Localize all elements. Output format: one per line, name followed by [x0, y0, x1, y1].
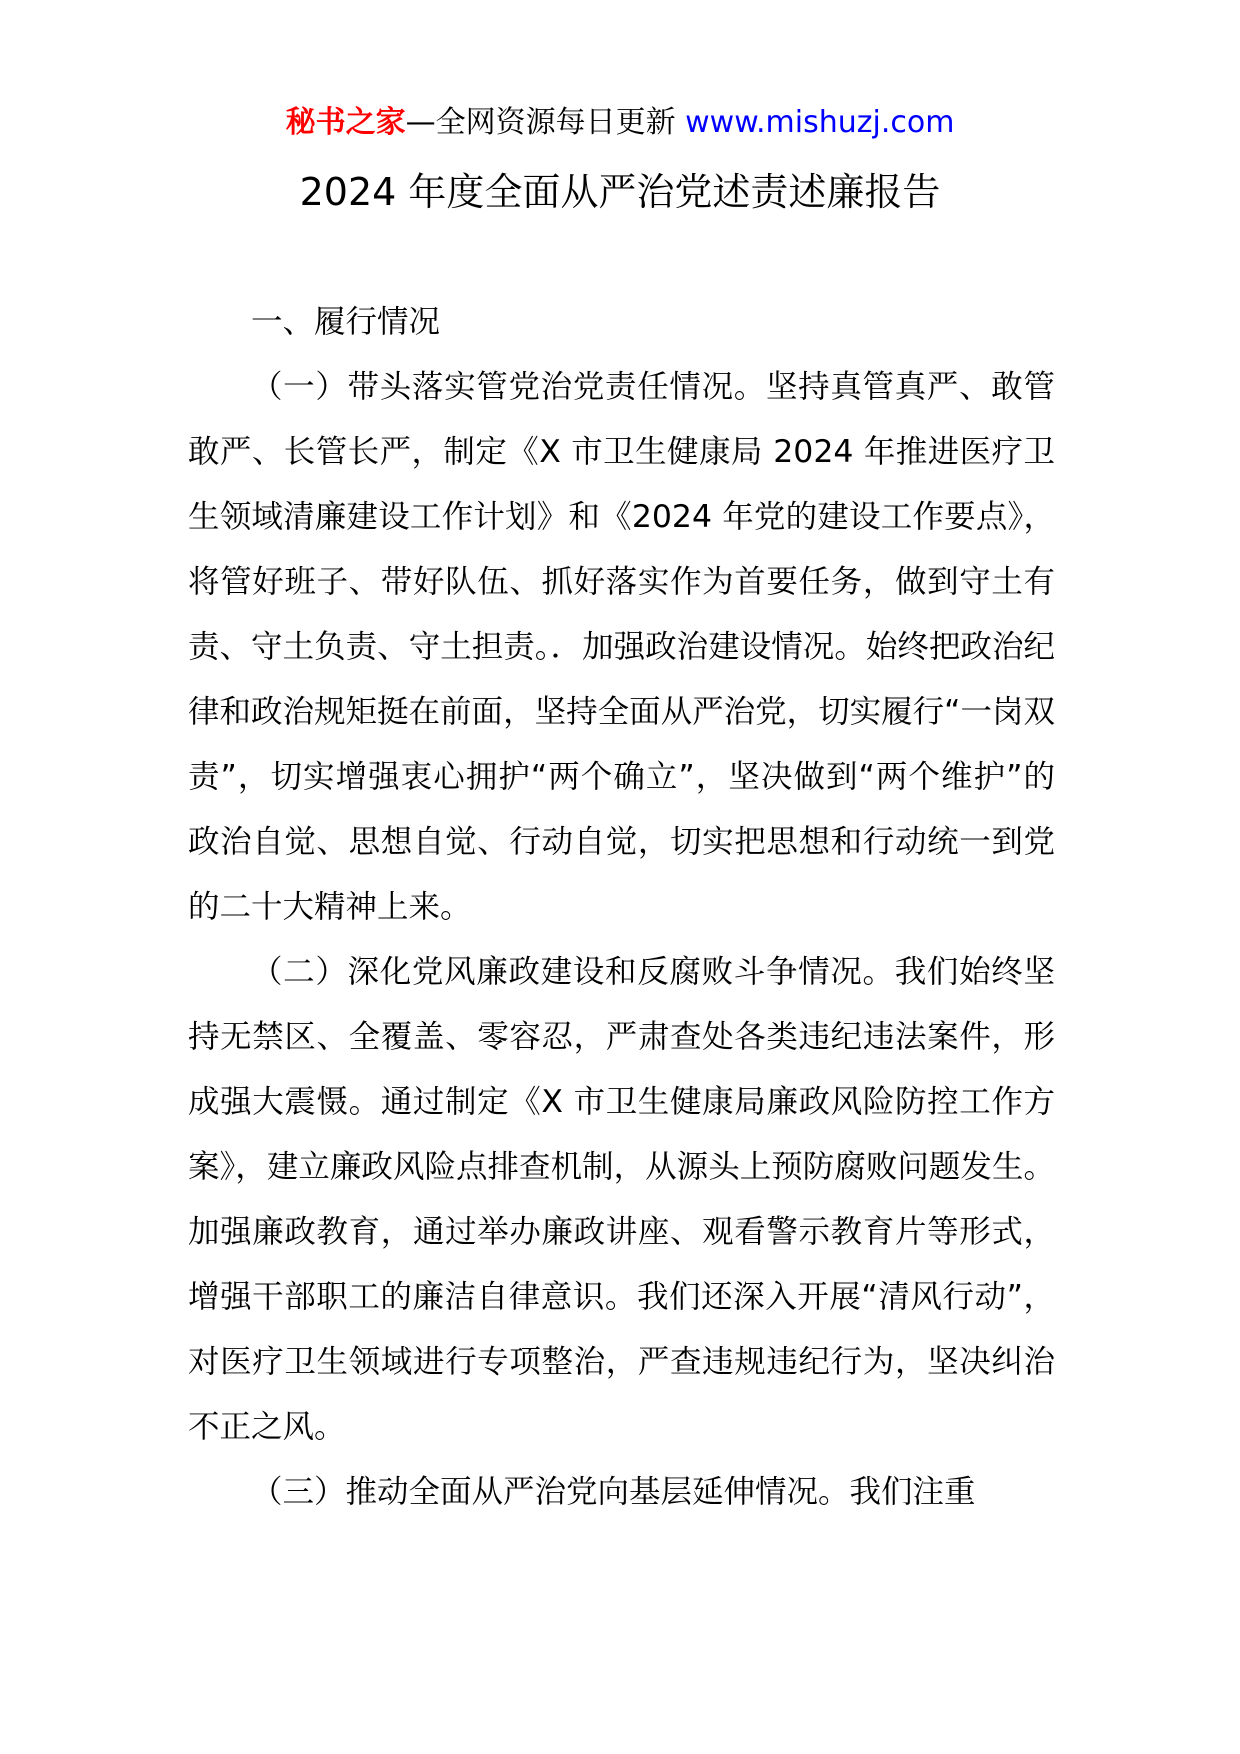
- site-url-link[interactable]: www.mishuzj.com: [685, 105, 955, 140]
- paragraph: （一）带头落实管党治党责任情况。坚持真管真严、敢管敢严、长管长严，制定《X 市卫生健康局 2024 年推进医疗卫生领域清廉建设工作计划》和《2024 年党的建设工作要点》，将管好班子、带好队伍、抓好落实作为首要任务，做到守土有责、守土负责、守土担责。．加强政治建设情况。始终把政治纪律和政治规矩挺在前面，坚持全面从严治党，切实履行“一岗双责”，切实增强衷心拥护“两个确立”，坚决做到“两个维护”的政治自觉、思想自觉、行动自觉，切实把思想和行动统一到党的二十大精神上来。: [188, 369, 1055, 925]
- section-heading: 一、履行情况: [251, 304, 441, 340]
- brand-name: 秘书之家: [285, 105, 406, 140]
- paragraph: （二）深化党风廉政建设和反腐败斗争情况。我们始终坚持无禁区、全覆盖、零容忍，严肃查处各类违纪违法案件，形成强大震慑。通过制定《X 市卫生健康局廉政风险防控工作方案》，建立廉政风险点排查机制，从源头上预防腐败问题发生。加强廉政教育，通过举办廉政讲座、观看警示教育片等形式，增强干部职工的廉洁自律意识。我们还深入开展“清风行动”，对医疗卫生领域进行专项整治，严查违规违纪行为，坚决纠治不正之风。: [188, 954, 1055, 1445]
- site-header: [0, 103, 1240, 143]
- header-tagline: —全网资源每日更新: [405, 105, 686, 140]
- document-title: 2024 年度全面从严治党述责述廉报告: [299, 170, 941, 214]
- paragraph: （三）推动全面从严治党向基层延伸情况。我们注重: [251, 1474, 976, 1510]
- document-body: [188, 290, 1055, 1525]
